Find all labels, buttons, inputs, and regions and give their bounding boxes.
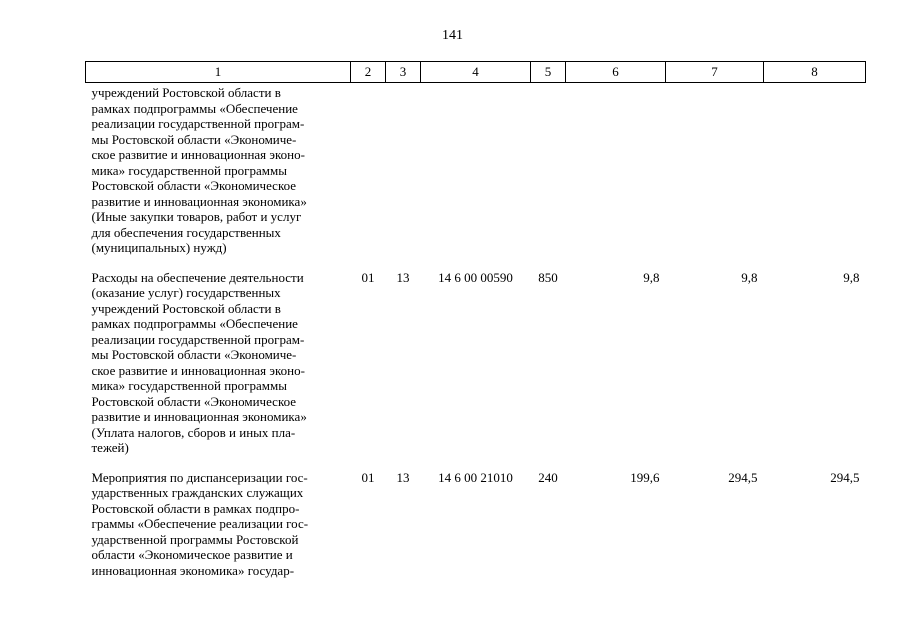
cell-amount-col8: 9,8 (843, 269, 860, 285)
cell-expense-type: 240 (538, 469, 558, 485)
column-header: 3 (386, 62, 421, 83)
description-line: области «Экономическое развитие и (91, 547, 293, 562)
description-line: инновационная экономика» государ- (91, 562, 295, 578)
cell-expense-type: 850 (538, 269, 558, 285)
description-line: развитие и инновационная экономика» (91, 193, 307, 209)
page-number: 141 (442, 28, 463, 43)
description-line: тежей) (91, 440, 129, 455)
row-description (86, 468, 351, 591)
column-header: 8 (764, 62, 866, 83)
description-line: мы Ростовской области «Экономиче- (91, 347, 297, 362)
description-line: реализации государственной програм- (91, 116, 305, 131)
description-line: Мероприятия по диспансеризации гос- (91, 469, 308, 485)
cell-amount-col6: 199,6 (630, 469, 660, 485)
description-line: (Иные закупки товаров, работ и услуг (91, 209, 302, 224)
column-header: 4 (421, 62, 531, 83)
column-header: 2 (351, 62, 386, 83)
column-header: 1 (86, 62, 351, 83)
table-row (86, 268, 866, 468)
description-line: реализации государственной програм- (91, 331, 305, 347)
description-line: Расходы на обеспечение деятельности (91, 269, 304, 285)
description-line: (муниципальных) нужд) (91, 240, 227, 255)
description-line: (Уплата налогов, сборов и иных пла- (91, 424, 296, 440)
cell-amount-col6 (566, 83, 666, 268)
description-line: мика» государственной программы (91, 162, 287, 178)
description-line: учреждений Ростовской области в (91, 300, 281, 316)
cell-subsection (386, 83, 421, 268)
column-header: 6 (566, 62, 666, 83)
description-line: Ростовской области «Экономическое (91, 178, 297, 193)
cell-section: 01 (361, 269, 375, 285)
cell-target-article (421, 83, 531, 268)
table-row (86, 83, 866, 268)
column-header: 7 (666, 62, 764, 83)
description-line: рамках подпрограммы «Обеспечение (91, 316, 298, 331)
description-line: Ростовской области в рамках подпро- (91, 500, 300, 516)
budget-table (85, 61, 866, 590)
cell-section: 01 (361, 469, 375, 485)
cell-target-article: 14 6 00 21010 (438, 469, 513, 485)
column-header: 5 (531, 62, 566, 83)
description-line: для обеспечения государственных (91, 224, 281, 240)
table-header-row (86, 62, 866, 83)
description-line: учреждений Ростовской области в (91, 85, 281, 100)
description-line: ударственной программы Ростовской (91, 531, 299, 547)
cell-subsection: 13 (396, 269, 410, 285)
description-line: граммы «Обеспечение реализации гос- (91, 516, 309, 531)
description-line: развитие и инновационная экономика» (91, 409, 307, 424)
description-line: рамках подпрограммы «Обеспечение (91, 100, 298, 116)
cell-amount-col7: 9,8 (741, 269, 758, 285)
description-line: ское развитие и инновационная эконо- (91, 362, 305, 378)
cell-amount-col7 (666, 83, 764, 268)
row-description (86, 268, 351, 468)
description-line: ское развитие и инновационная эконо- (91, 147, 305, 162)
row-description (86, 83, 351, 268)
cell-amount-col8 (764, 83, 866, 268)
description-line: мы Ростовской области «Экономиче- (91, 131, 297, 147)
cell-expense-type (531, 83, 566, 268)
cell-amount-col6: 9,8 (643, 269, 660, 285)
description-line: мика» государственной программы (91, 378, 287, 393)
table-row (86, 468, 866, 591)
cell-amount-col8: 294,5 (830, 469, 860, 485)
cell-subsection: 13 (396, 469, 410, 485)
cell-section (351, 83, 386, 268)
description-line: ударственных гражданских служащих (91, 485, 304, 500)
description-line: Ростовской области «Экономическое (91, 393, 297, 409)
description-line: (оказание услуг) государственных (91, 285, 281, 300)
cell-amount-col7: 294,5 (728, 469, 758, 485)
cell-target-article: 14 6 00 00590 (438, 269, 513, 285)
